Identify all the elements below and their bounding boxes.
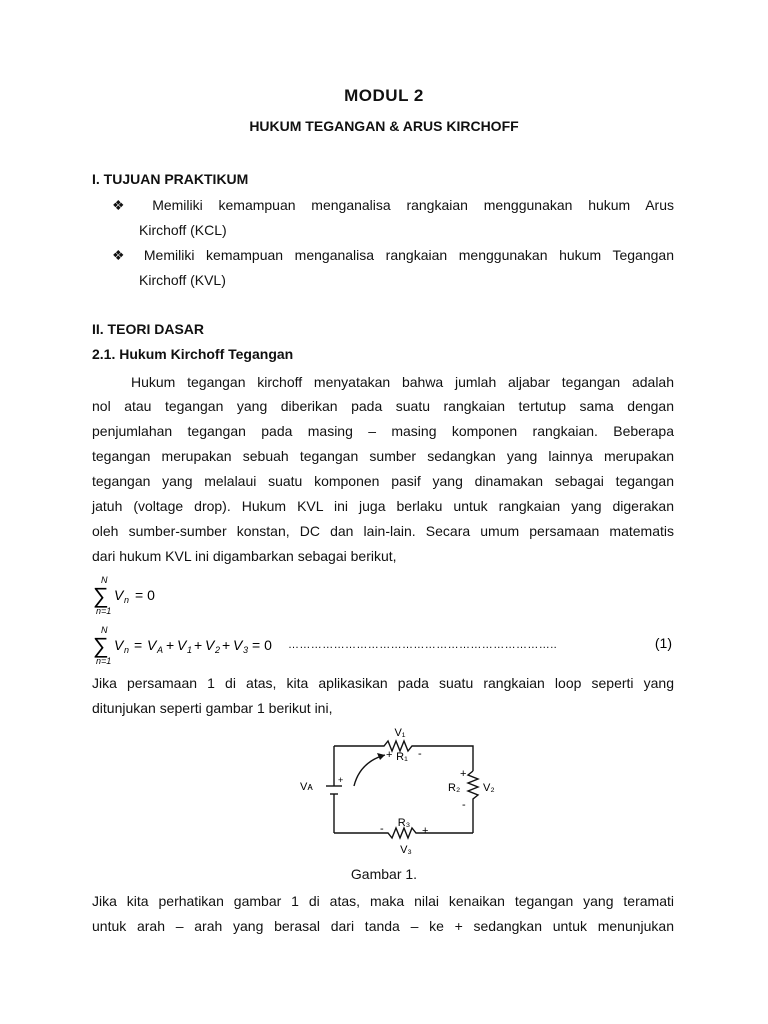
label-r1: R₁ [396, 751, 408, 763]
equation-leader-dots: …………………………………………………………….. [288, 639, 558, 651]
paragraph-line: Hukum tegangan kirchoff menyatakan bahwa jumlah aljabar tegangan adalah [131, 374, 674, 390]
plus-sign: + [222, 637, 231, 653]
sum-upper-limit: N [101, 575, 108, 585]
paragraph-line: penjumlahan tegangan pada masing – masing komponen rangkaian. Beberapa [92, 423, 674, 439]
sign-minus: - [462, 799, 466, 811]
equation-term-sub: 2 [215, 645, 221, 655]
section-heading-objectives: I. TUJUAN PRAKTIKUM [92, 171, 249, 187]
paragraph-line: dari hukum KVL ini digambarkan sebagai berikut, [92, 548, 397, 564]
sign-minus: - [380, 823, 384, 835]
label-v1: V₁ [394, 727, 406, 739]
equation-number: (1) [654, 635, 672, 651]
paragraph-line: ditunjukan seperti gambar 1 berikut ini, [92, 700, 333, 716]
sigma-icon: ∑ [93, 583, 109, 608]
loop-arrow-icon [354, 755, 385, 786]
sign-plus: + [460, 768, 467, 780]
paragraph-line: tegangan merupakan sebuah tegangan sumber sedangkan yang lainnya merupakan [92, 448, 674, 464]
arrow-head-icon [377, 753, 385, 760]
sum-lower-limit: n=1 [96, 656, 112, 666]
paragraph-line: jatuh (voltage drop). Hukum KVL ini juga berlaku untuk rangkaian yang digerakan [92, 498, 674, 514]
bullet-diamond-icon: ❖ [112, 247, 133, 263]
equation-term-sub: n [124, 595, 130, 605]
equation-term: V [177, 637, 187, 653]
objective-bullet-1 [112, 197, 674, 214]
figure-caption: Gambar 1. [350, 866, 418, 882]
objective-bullet-2-cont: Kirchoff (KVL) [139, 272, 226, 288]
equation-sum-1 [92, 574, 182, 618]
paragraph-line: Jika persamaan 1 di atas, kita aplikasikan pada suatu rangkaian loop seperti yang [92, 675, 674, 691]
section-heading-theory: II. TEORI DASAR [92, 321, 205, 337]
equation-term-sub: n [124, 645, 130, 655]
wire-right [468, 771, 478, 833]
plus-sign: + [194, 637, 203, 653]
module-subtitle: HUKUM TEGANGAN & ARUS KIRCHOFF [249, 118, 519, 134]
sign-plus: + [386, 749, 393, 761]
module-title: MODUL 2 [344, 86, 424, 105]
equation-rhs: = 0 [135, 587, 155, 603]
sign-minus: - [418, 748, 422, 760]
objective-bullet-2 [112, 247, 674, 264]
label-v2: V₂ [483, 782, 495, 794]
sign-plus: + [422, 825, 429, 837]
sign-plus: + [338, 775, 344, 785]
objective-bullet-1-cont: Kirchoff (KCL) [139, 222, 227, 238]
equation-term-sub: 1 [187, 645, 193, 655]
paragraph-line: untuk arah – arah yang berasal dari tanda – ke + sedangkan untuk menunjukan [92, 918, 674, 934]
label-r2: R₂ [448, 782, 461, 794]
sigma-icon: ∑ [93, 633, 109, 658]
equation-term-sub: A [157, 645, 164, 655]
equation-sum-2 [92, 624, 677, 668]
equation-term: V [114, 587, 124, 603]
sum-lower-limit: n=1 [96, 606, 112, 616]
equation-term: V [205, 637, 215, 653]
label-r3: R₃ [397, 817, 411, 829]
wire-bottom [334, 828, 473, 838]
plus-sign: + [166, 637, 175, 653]
paragraph-line: oleh sumber-sumber konstan, DC dan lain-lain. Secara umum persamaan matematis [92, 523, 674, 539]
paragraph-line: nol atau tegangan yang diberikan pada suatu rangkaian tertutup sama dengan [92, 398, 674, 414]
paragraph-line: Jika kita perhatikan gambar 1 di atas, maka nilai kenaikan tegangan yang teramati [92, 893, 674, 909]
label-v3: V₃ [400, 844, 412, 856]
sum-upper-limit: N [101, 625, 108, 635]
objective-text: Memiliki kemampuan menganalisa rangkaian menggunakan hukum Arus [152, 197, 674, 213]
equation-term-sub: 3 [243, 645, 249, 655]
equation-term: V [147, 637, 157, 653]
equation-term: V [233, 637, 243, 653]
equation-rhs: = 0 [252, 637, 272, 653]
bullet-diamond-icon: ❖ [112, 197, 137, 213]
equation-term: V [114, 637, 124, 653]
label-va: Vᴀ [300, 781, 313, 793]
objective-text: Memiliki kemampuan menganalisa rangkaian menggunakan hukum Tegangan [143, 247, 674, 263]
circuit-diagram [290, 722, 510, 862]
equals-sign: = [134, 637, 143, 653]
subsection-heading-kvl: 2.1. Hukum Kirchoff Tegangan [92, 346, 294, 362]
paragraph-line: tegangan yang melalaui suatu komponen pasif yang dinamakan sebagai tegangan [92, 473, 674, 489]
